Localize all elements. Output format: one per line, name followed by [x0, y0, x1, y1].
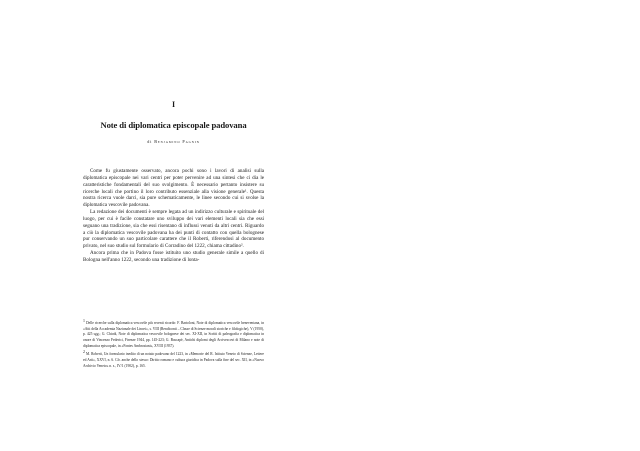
- author-name: Benjamino Pagnin: [154, 139, 200, 144]
- footnote: [83, 352, 264, 369]
- footnote-text: M. Roberti, Un formulario inedito di un notaio padovano del 1223, in «Memorie del R. Istituto Veneto di Scienze, Lettere ed Arti», XXVI, n. 6. Cfr. anche dello stesso: Diritto romano e cultura giuridica in Padova sulla fine del sec. XII, in «Nuovo Archivio Veneto» n. s., IV/1 (1902), p. 165.: [83, 352, 264, 368]
- footnote: [83, 321, 264, 349]
- footnote-text: Delle ricerche sulla diplomatica vescovile più recenti ricordo: F. Bartoloni, Note di diplomatica vescovile beneventana, in «Atti della Accademia Nazionale dei Lincei», s. VIII (Rendiconti – Classe di Scienze morali storiche e filologiche), V (1950), p. 425 sgg.; G. Chiodi, Note di diplomatica vescovile bolognese dei sec. XI-XII, in Scritti di paleografia e diplomatica in onore di Vincenzo Federici, Firenze 1944, pp. 145-223; G. Bascapè, Antichi diplomi degli Arcivescovi di Milano e note di diplomatica episcopale, in «Fontes Ambrosiani», XVIII (1937).: [83, 321, 264, 348]
- paragraph: Come fu giustamente osservato, ancora pochi sono i lavori di analisi sulla diplomatica episcopale nei vari centri per poter pervenire ad una sintesi che ci dia le caratteristiche fondamentali del suo svolgimento. È necessario pertanto insistere su ricerche locali che portino il loro contributo essenziale alla visione generale¹. Questa nostra ricerca vuole darci, sia pure schematicamente, le linee secondo cui si svolse la diplomatica vescovile padovana.: [83, 168, 264, 209]
- author-prefix: di: [147, 139, 153, 144]
- footnotes: [83, 321, 264, 372]
- footnote-number: 1: [83, 319, 85, 323]
- paragraph: Ancora prima che in Padova fosse istituito uno studio generale simile a quello di Bologna nell'anno 1222, secondo una tradizione di lonta-: [83, 250, 264, 263]
- body-text: [83, 168, 264, 264]
- paragraph: La redazione dei documenti è sempre legata ad un indirizzo culturale e spirituale del luogo, per cui è facile constatare uno sviluppo dei vari elementi locali sia che essi seguano una tradizione, sia che essi risentano di influssi venuti da altri centri. Riguardo a ciò la diplomatica vescovile padovana ha dei punti di contatto con quella bolognese pur conservando un suo particolare carattere che il Roberti, riferendosi al documento privato, nel suo studio sul formulario di Corradino del 1222, chiama cittadino².: [83, 209, 264, 250]
- chapter-number: I: [171, 100, 176, 109]
- chapter-title: Note di diplomatica episcopale padovana: [100, 120, 247, 130]
- footnote-number: 2: [83, 350, 85, 355]
- author-line: [83, 139, 264, 144]
